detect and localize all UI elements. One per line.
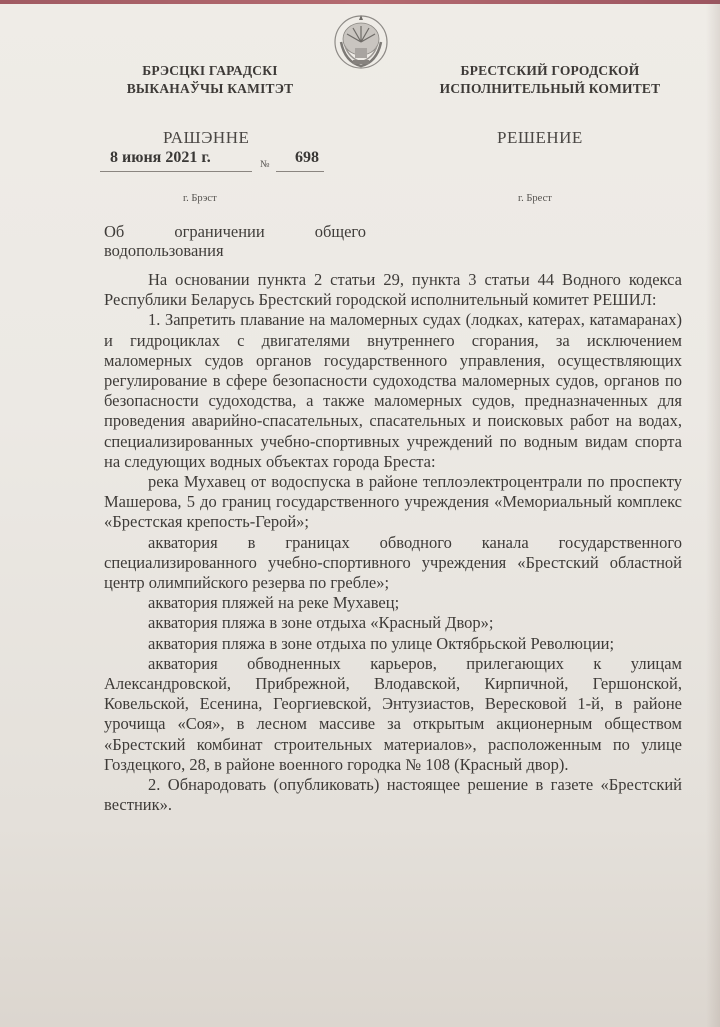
subject-word-3: общего	[314, 222, 366, 241]
decision-body	[104, 270, 682, 815]
decision-date: 8 июня 2021 г.	[110, 149, 211, 166]
decision-subject	[104, 222, 366, 260]
org-name-belarusian	[100, 62, 320, 98]
paragraph-list-entry: акватория пляжа в зоне отдыха по улице Октябрьской Революции;	[148, 633, 615, 653]
doc-kind-belarusian: РАШЭННЕ	[163, 128, 250, 147]
paragraph-list-entry: акватория пляжей на реке Мухавец;	[148, 593, 400, 613]
subject-line-2: водопользования	[104, 241, 224, 260]
org-name-be-line1: БРЭСЦКІ ГАРАДСКІ	[142, 63, 278, 78]
number-sign: №	[260, 159, 270, 170]
org-name-ru-line1: БРЕСТСКИЙ ГОРОДСКОЙ	[460, 63, 640, 78]
paragraph-item-2: 2. Обнародовать (опубликовать) настоящее решение в газете «Брестский вестник».	[104, 775, 682, 815]
paragraph-list-entry: река Мухавец от водоспуска в районе теплоэлектроцентрали по проспекту Машерова, 5 до границ государственного учреждения «Мемориальный комплекс «Брестская крепость-Герой»;	[104, 472, 682, 532]
date-underline	[100, 171, 252, 172]
city-belarusian: г. Брэст	[183, 193, 217, 204]
date-number-row	[100, 149, 330, 173]
page-top-edge	[0, 0, 720, 4]
belarus-coat-of-arms-icon	[333, 12, 389, 72]
paragraph-list-entry: акватория обводненных карьеров, прилегающих к улицам Александровской, Прибрежной, Влодавской, Кирпичной, Гершонской, Ковельской, Есенина, Георгиевской, Энтузиастов, Вересковой 1-й, в районе урочища «Соя», в лесном массиве за открытым акционерным обществом «Брестский комбинат строительных материалов», расположенным по улице Гоздецкого, 28, в районе военного городка № 108 (Красный двор).	[104, 653, 682, 774]
doc-kind-russian: РЕШЕНИЕ	[497, 128, 583, 147]
org-name-be-line2: ВЫКАНАЎЧЫ КАМІТЭТ	[126, 81, 294, 96]
city-russian: г. Брест	[518, 193, 552, 204]
paragraph-list-entry: акватория в границах обводного канала государственного специализированного учебно-спортивного учреждения «Брестский областной центр олимпийского резерва по гребле»;	[104, 532, 682, 593]
org-name-russian	[400, 62, 700, 98]
number-underline	[276, 171, 324, 172]
org-name-ru-line2: ИСПОЛНИТЕЛЬНЫЙ КОМИТЕТ	[439, 81, 661, 96]
decision-number: 698	[295, 149, 319, 166]
subject-word-1: Об	[104, 222, 125, 241]
paragraph-list-entry: акватория пляжа в зоне отдыха «Красный Двор»;	[148, 613, 494, 633]
subject-word-2: ограничении	[174, 222, 265, 241]
page-right-shadow	[706, 0, 720, 1027]
paragraph-preamble: На основании пункта 2 статьи 29, пункта 3 статьи 44 Водного кодекса Республики Беларусь Брестский городской исполнительный комитет РЕШИЛ:	[104, 270, 682, 310]
paragraph-item-1: 1. Запретить плавание на маломерных судах (лодках, катерах, катамаранах) и гидроциклах с двигателями внутреннего сгорания, за исключением маломерных судов органов государственного управления, осуществляющих регулирование в сфере безопасности судоходства маломерных судов, органов по безопасности судоходства, а также маломерных судов, предназначенных для проведения аварийно-спасательных, спасательных и поисковых работ на водах, специализированных учебно-спортивных учреждений по водным видам спорта на следующих водных объектах города Бреста:	[104, 310, 682, 471]
